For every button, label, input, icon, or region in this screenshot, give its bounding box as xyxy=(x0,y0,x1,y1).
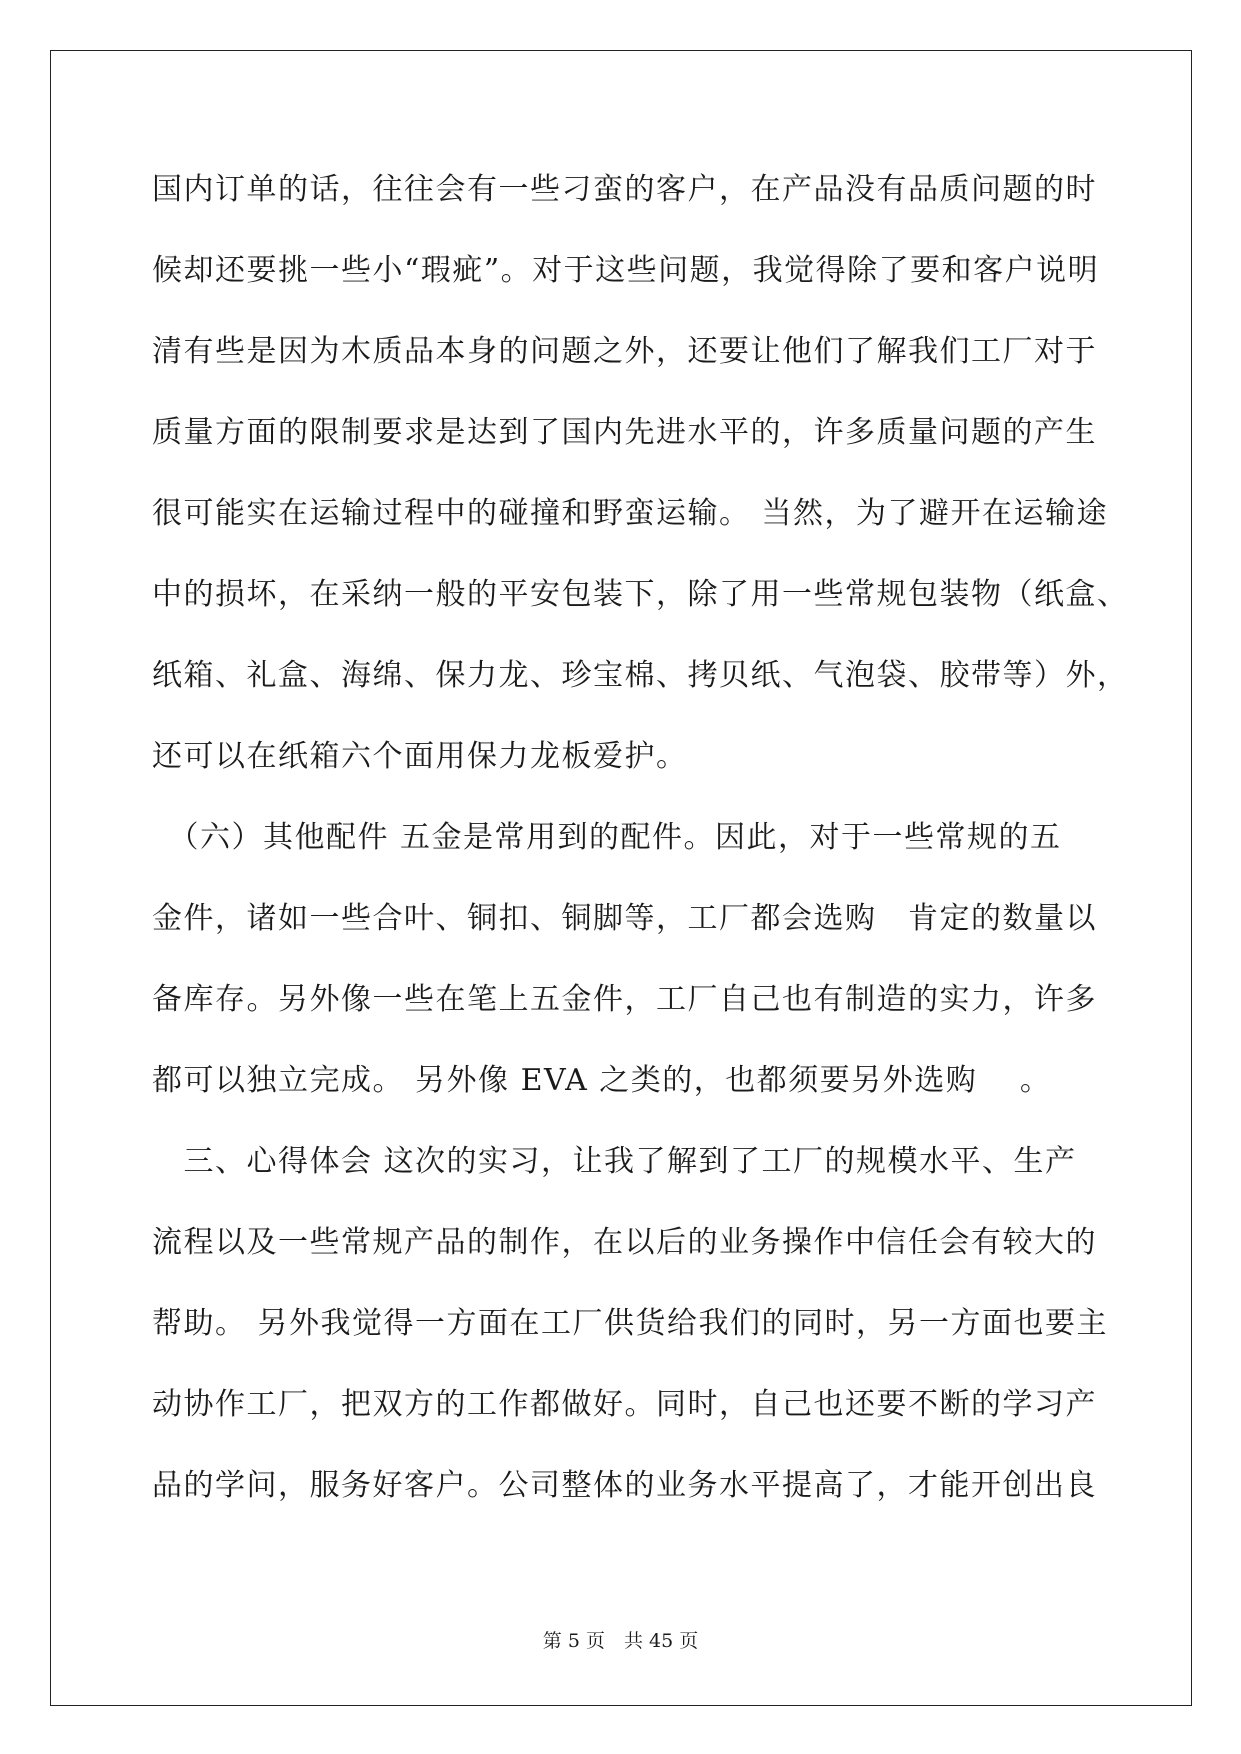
text-line: 纸箱、礼盒、海绵、保力龙、珍宝棉、拷贝纸、气泡袋、胶带等）外， xyxy=(152,658,1129,693)
text-line: 备库存。另外像一些在笔上五金件，工厂自己也有制造的实力，许多 xyxy=(152,982,1097,1017)
text-line: 流程以及一些常规产品的制作，在以后的业务操作中信任会有较大的 xyxy=(152,1225,1097,1260)
text-line: 品的学问，服务好客户。公司整体的业务水平提高了，才能开创出良 xyxy=(152,1468,1097,1503)
text-line: 动协作工厂，把双方的工作都做好。同时，自己也还要不断的学习产 xyxy=(152,1387,1097,1422)
text-line: 三、心得体会 这次的实习，让我了解到了工厂的规模水平、生产 xyxy=(152,1144,1077,1179)
text-line: 帮助。 另外我觉得一方面在工厂供货给我们的同时，另一方面也要主 xyxy=(152,1306,1109,1341)
text-line: 很可能实在运输过程中的碰撞和野蛮运输。 当然，为了避开在运输途 xyxy=(152,496,1109,531)
text-line: 国内订单的话，往往会有一些刁蛮的客户，在产品没有品质问题的时 xyxy=(152,172,1097,207)
body-text xyxy=(152,160,1129,1537)
text-line: 中的损坏，在采纳一般的平安包装下，除了用一些常规包装物（纸盒、 xyxy=(152,577,1129,612)
text-line: 质量方面的限制要求是达到了国内先进水平的，许多质量问题的产生 xyxy=(152,415,1097,450)
text-line: 清有些是因为木质品本身的问题之外，还要让他们了解我们工厂对于 xyxy=(152,334,1097,369)
text-line: （六）其他配件 五金是常用到的配件。因此，对于一些常规的五 xyxy=(152,820,1062,855)
text-line: 金件，诸如一些合叶、铜扣、铜脚等，工厂都会选购 肯定的数量以 xyxy=(152,901,1097,936)
page-number-footer: 第 5 页 共 45 页 xyxy=(542,1630,699,1652)
text-line: 还可以在纸箱六个面用保力龙板爱护。 xyxy=(152,739,688,774)
text-line: 候却还要挑一些小“瑕疵”。对于这些问题，我觉得除了要和客户说明 xyxy=(152,253,1100,288)
text-line: 都可以独立完成。 另外像 EVA 之类的，也都须要另外选购 。 xyxy=(152,1063,1052,1098)
